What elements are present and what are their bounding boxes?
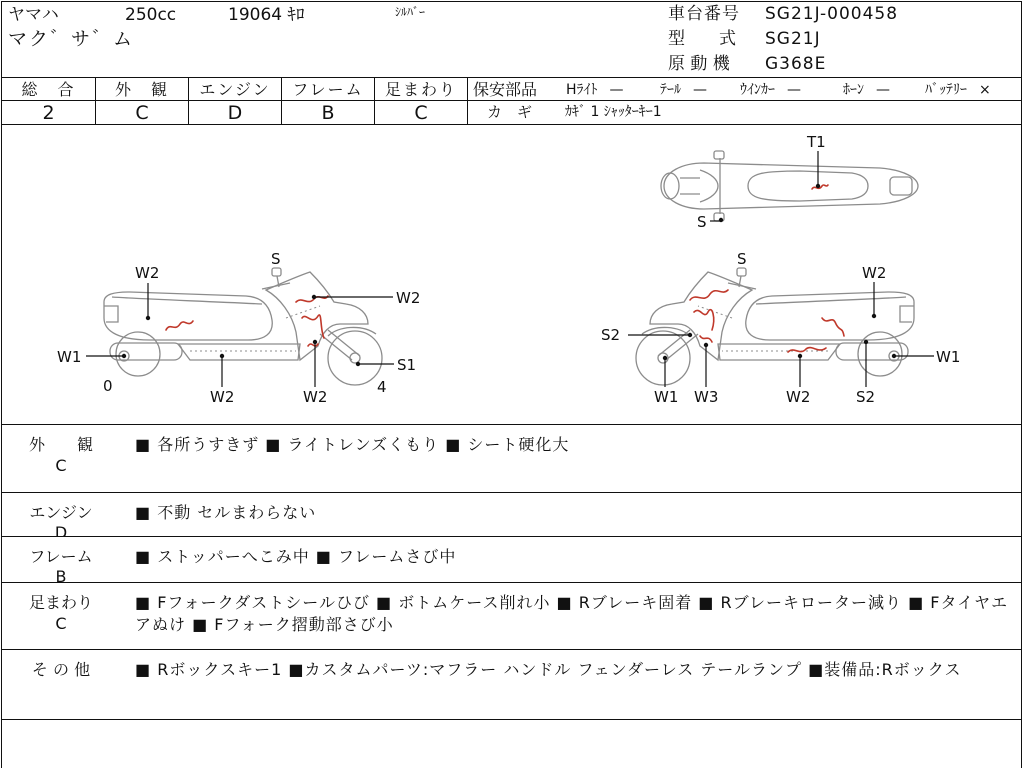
safety-item-status: × (979, 82, 991, 98)
grade-value: C (135, 102, 149, 124)
model-name: マク゛サ゛ム (8, 28, 135, 50)
damage-point (892, 354, 896, 358)
engine-code-label: 原 動 機 (668, 54, 730, 74)
left-side-scooter-outline (104, 268, 382, 385)
remarks-grade: B (55, 567, 67, 583)
displacement: 250cc (125, 5, 177, 25)
damage-code-label: S1 (397, 356, 417, 374)
frame-number-label: 車台番号 (668, 4, 740, 24)
safety-item-headlight (566, 83, 624, 98)
damage-code-label: W2 (135, 264, 160, 282)
safety-item-name: Hﾗｲﾄ (566, 82, 598, 98)
model-type-label: 型 式 (668, 29, 736, 49)
damage-code-label: W1 (654, 388, 679, 406)
damage-mark (690, 290, 728, 300)
key-label: カ ギ (487, 103, 533, 121)
damage-mark (308, 344, 318, 346)
damage-code-label: W1 (936, 348, 961, 366)
damage-point (313, 340, 317, 344)
grade-cell-overall (2, 79, 95, 125)
remarks-grade: C (55, 614, 67, 633)
damage-point (798, 354, 802, 358)
divider (467, 78, 468, 125)
safety-item-status: — (876, 82, 890, 98)
damage-point (864, 340, 868, 344)
grade-cell-suspension (375, 79, 467, 125)
safety-item-status: — (693, 82, 707, 98)
maker-name: ヤマハ (8, 5, 59, 25)
safety-item-name: ﾃｰﾙ (660, 82, 681, 98)
safety-item-status: — (609, 82, 624, 98)
damage-code-label: W2 (786, 388, 811, 406)
divider (188, 78, 189, 125)
grade-value: B (321, 102, 335, 124)
damage-code-label: W2 (210, 388, 235, 406)
mileage: 19064 ｷﾛ (228, 5, 305, 25)
damage-mark (166, 321, 193, 330)
safety-item-name: ﾊﾞｯﾃﾘｰ (925, 82, 967, 98)
remarks-text: ■ ストッパーへこみ中 ■ フレームさび中 (135, 547, 457, 566)
damage-code-label: W3 (694, 388, 719, 406)
damage-point (704, 343, 708, 347)
divider (95, 78, 96, 125)
remarks-row-frame (1, 537, 1022, 583)
grade-cell-exterior (96, 79, 188, 125)
damage-code-label: S2 (856, 388, 876, 406)
damage-point (663, 356, 667, 360)
grade-label: 総 合 (21, 80, 76, 99)
remarks-row-engine (1, 493, 1022, 537)
damage-point (872, 314, 876, 318)
grade-value: 2 (42, 102, 55, 124)
remarks-text: ■ Fフォークダストシールひび ■ ボトムケース削れ小 ■ Rブレーキ固着 ■ Rブレーキローター減り ■ Fタイヤエアぬけ ■ Fフォーク摺動部さび小 (135, 593, 1009, 634)
damage-point (220, 354, 224, 358)
remarks-text: ■ Rボックスキー1 ■カスタムパーツ:マフラー ハンドル フェンダーレス テールランプ ■装備品:Rボックス (135, 660, 962, 679)
remarks-text: ■ 各所うすきず ■ ライトレンズくもり ■ シート硬化大 (135, 435, 570, 454)
remarks-category: フレーム (29, 547, 93, 566)
remarks-category: 足まわり (28, 593, 93, 612)
damage-code-label: W2 (303, 388, 328, 406)
right-side-scooter-outline (636, 268, 914, 385)
damage-point (122, 354, 126, 358)
divider (374, 78, 375, 125)
safety-item-taillight (660, 83, 707, 98)
top-view-scooter-outline (661, 151, 918, 221)
divider (1, 100, 1022, 101)
key-value: ｶｷﾞ 1 ｼｬｯﾀｰｷｰ1 (565, 104, 662, 120)
divider (1, 124, 1022, 125)
remarks-grade: C (55, 456, 67, 475)
damage-code-label: W2 (396, 289, 421, 307)
damage-mark (700, 336, 712, 342)
grade-label: フレーム (292, 80, 364, 99)
damage-point (312, 295, 316, 299)
safety-item-horn (843, 83, 890, 98)
damage-point (719, 218, 723, 222)
rear-tire-rating-label: 0 (103, 377, 113, 395)
model-type: SG21J (765, 29, 821, 49)
remarks-category: 外 観 (28, 435, 93, 454)
damage-diagram (0, 126, 1022, 424)
remarks-text: ■ 不動 セルまわらない (135, 503, 317, 522)
grade-value: C (414, 102, 428, 124)
damage-point (356, 362, 360, 366)
damage-point (146, 316, 150, 320)
damage-mark (694, 310, 714, 330)
remarks-row-other (1, 650, 1022, 720)
damage-code-label: S (697, 213, 707, 231)
engine-code: G368E (765, 54, 827, 74)
safety-item-turn-signal (740, 83, 801, 98)
divider (1, 77, 1022, 78)
safety-item-name: ｳｲﾝｶｰ (740, 82, 775, 98)
damage-mark (822, 318, 844, 336)
safety-item-name: ﾎｰﾝ (843, 82, 864, 98)
damage-code-label: T1 (807, 133, 826, 151)
safety-item-status: — (787, 82, 801, 98)
body-color: ｼﾙﾊﾞｰ (395, 5, 426, 19)
grade-cell-frame (282, 79, 374, 125)
damage-code-label: S2 (601, 326, 621, 344)
safety-parts-label: 保安部品 (473, 80, 538, 99)
remarks-category: エンジン (29, 503, 93, 522)
remarks-row-exterior (1, 425, 1022, 493)
grade-label: 外 観 (114, 80, 169, 99)
grade-label: エンジン (199, 80, 271, 99)
front-tire-rating-label: 4 (377, 378, 387, 396)
grade-cell-engine (189, 79, 281, 125)
remarks-row-suspension (1, 583, 1022, 650)
divider (281, 78, 282, 125)
damage-point (816, 184, 820, 188)
remarks-category: そ の 他 (31, 660, 91, 679)
frame-number: SG21J-000458 (765, 4, 899, 24)
damage-point (688, 333, 692, 337)
divider (1, 719, 1022, 720)
grade-label: 足まわり (384, 80, 457, 99)
grade-value: D (227, 102, 243, 124)
damage-code-label: S (271, 250, 281, 268)
safety-item-battery (925, 83, 991, 98)
damage-code-label: W1 (57, 348, 82, 366)
damage-code-label: S (737, 250, 747, 268)
remarks-grade: D (54, 523, 68, 537)
damage-code-label: W2 (862, 264, 887, 282)
